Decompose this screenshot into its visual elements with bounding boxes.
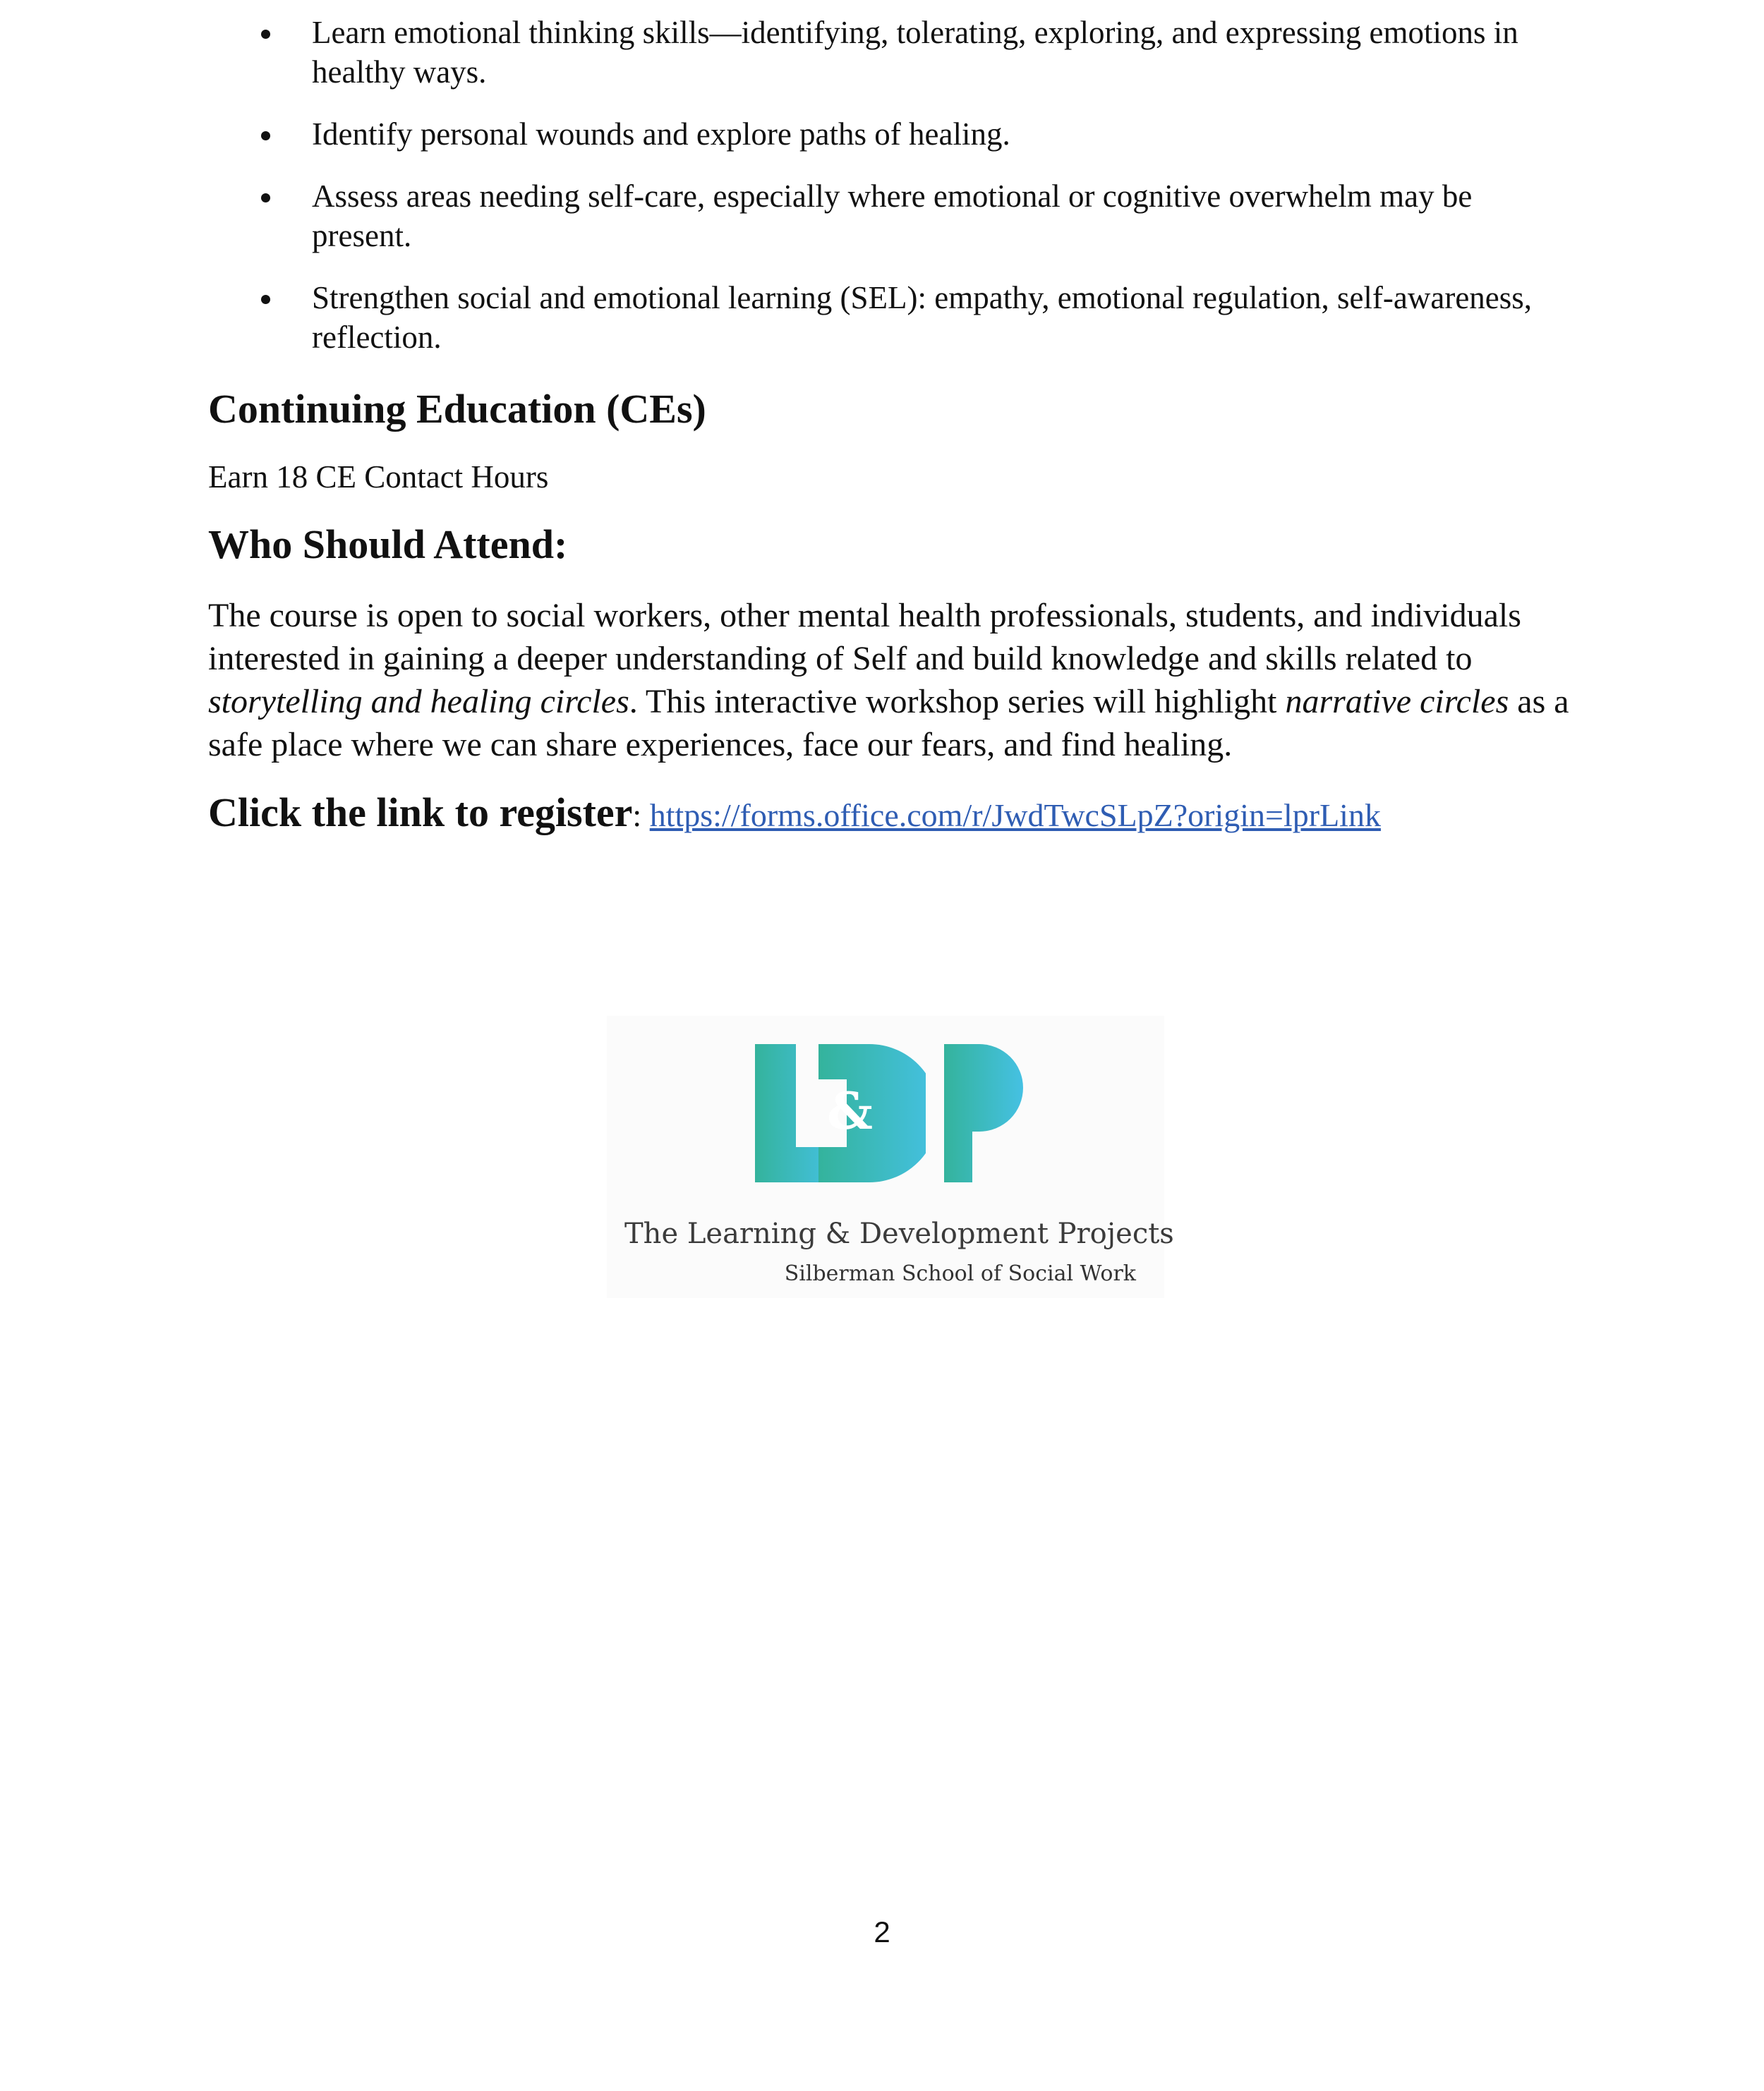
register-colon: :	[632, 797, 650, 833]
register-label: Click the link to register	[208, 789, 633, 835]
attend-italic-1: storytelling and healing circles	[208, 683, 629, 720]
attend-text-2: . This interactive workshop series will highlight	[629, 683, 1286, 720]
register-line	[208, 788, 1381, 837]
page-number: 2	[874, 1915, 890, 1948]
who-should-attend-heading: Who Should Attend:	[208, 521, 568, 567]
svg-text:&: &	[827, 1081, 874, 1141]
who-should-attend-paragraph	[208, 594, 1570, 766]
attend-italic-2: narrative circles	[1285, 683, 1509, 720]
objective-text: Identify personal wounds and explore paths of healing.	[312, 116, 1010, 152]
ldp-monogram-icon	[607, 1016, 1164, 1213]
objective-text: Learn emotional thinking skills—identifying, tolerating, exploring, and expressing emotions in healthy ways.	[312, 15, 1518, 90]
bullet-icon	[261, 30, 270, 39]
register-link[interactable]: https://forms.office.com/r/JwdTwcSLpZ?origin=lprLink	[649, 797, 1381, 833]
list-item	[261, 176, 1552, 255]
objectives-list	[261, 13, 1552, 380]
ce-hours-text: Earn 18 CE Contact Hours	[208, 459, 549, 495]
bullet-icon	[261, 193, 270, 202]
ce-heading: Continuing Education (CEs)	[208, 386, 706, 432]
bullet-icon	[261, 295, 270, 304]
attend-text-1: The course is open to social workers, other mental health professionals, students, and individuals interested in gaining a deeper understanding of Self and build knowledge and skills related to	[208, 597, 1521, 677]
objective-text: Strengthen social and emotional learning (SEL): empathy, emotional regulation, self-awareness, reflection.	[312, 280, 1533, 355]
bullet-icon	[261, 131, 270, 140]
logo-school-name: Silberman School of Social Work	[784, 1261, 1136, 1286]
attend-text-3: as a safe place where we can share experiences, face our fears, and find healing.	[208, 683, 1569, 763]
list-item	[261, 114, 1552, 154]
logo-org-name: The Learning & Development Projects	[624, 1218, 1174, 1250]
list-item	[261, 278, 1552, 357]
list-item	[261, 13, 1552, 92]
objective-text: Assess areas needing self-care, especially where emotional or cognitive overwhelm may be present.	[312, 178, 1473, 253]
ldp-logo	[607, 1016, 1174, 1298]
